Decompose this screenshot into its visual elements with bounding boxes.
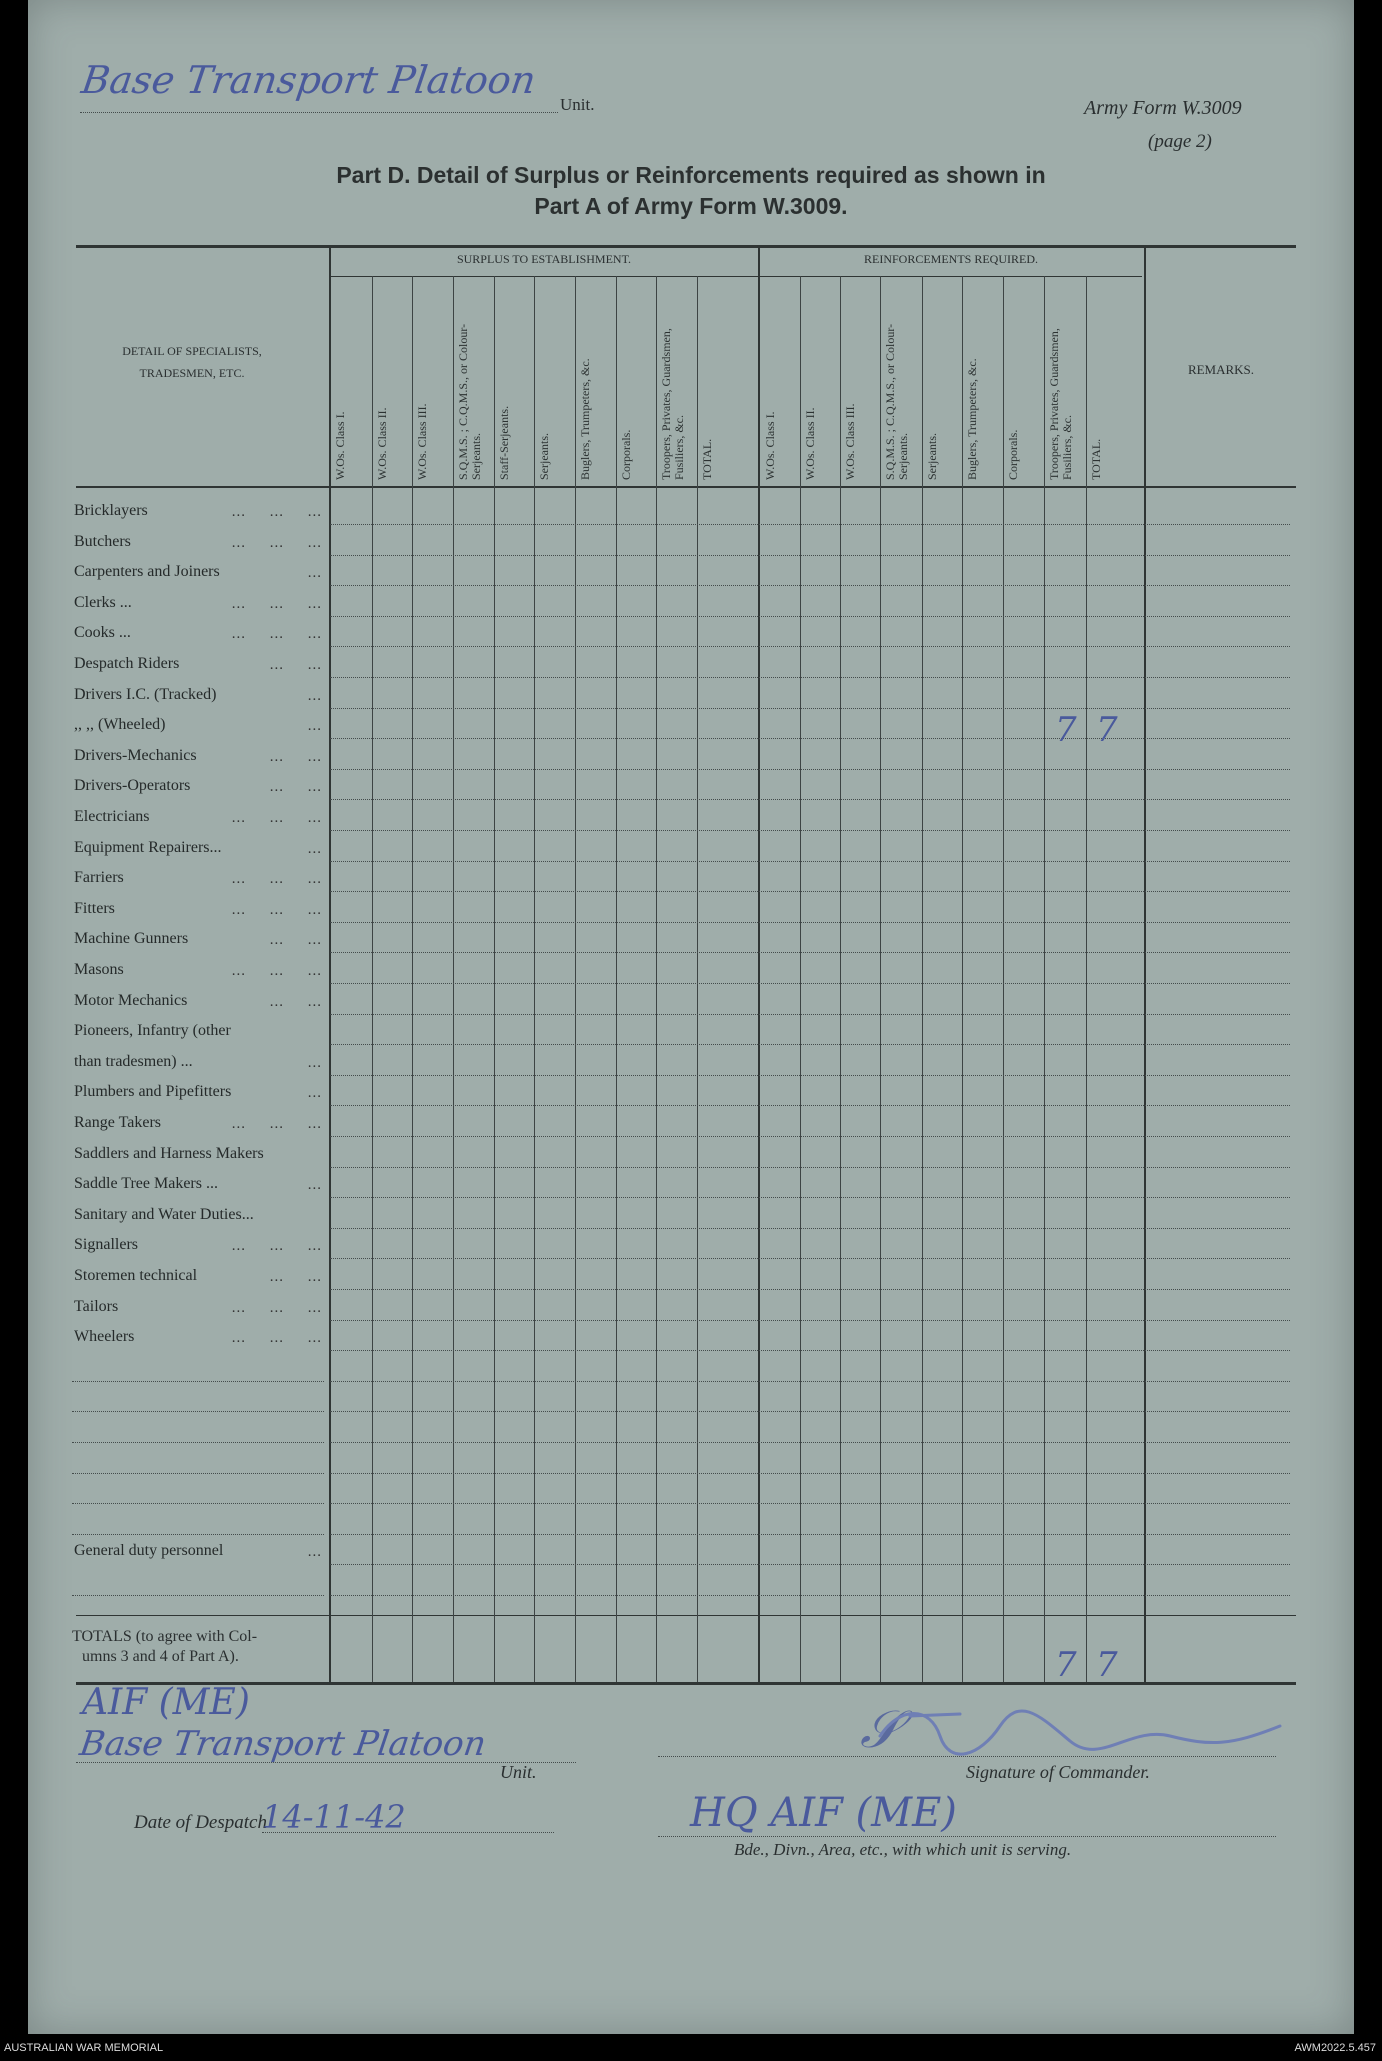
table-row [330,1503,1290,1504]
row-leader-dots: ... ... ... [231,1330,322,1347]
detail-header: DETAIL OF SPECIALISTS, TRADESMEN, ETC. [122,344,262,380]
credit-left: AUSTRALIAN WAR MEMORIAL [4,2042,164,2054]
row-leader-dots: ... ... [269,932,322,949]
formation-handwritten: HQ AIF (ME) [690,1790,957,1836]
unit-handwritten: Base Transport Platoon [78,58,539,102]
surplus-column-header: Serjeants. [537,433,551,480]
row-label: Equipment Repairers... [74,838,222,856]
surplus-column-header: TOTAL. [700,438,714,480]
remarks-header: REMARKS. [1187,362,1255,377]
row-leader-dots: ... ... ... [231,901,322,918]
footer-unit-handwritten-2: Base Transport Platoon [77,1724,489,1764]
blank-row-line [72,1534,324,1535]
table-row [330,1197,1290,1198]
table-row [330,1228,1290,1229]
row-label: Farriers [74,869,124,887]
table-row [330,1258,1290,1259]
table-row [330,1473,1290,1474]
signature-line [658,1756,1276,1757]
table-row [330,1014,1290,1015]
column-divider [1144,248,1146,1682]
row-label: Motor Mechanics [74,991,188,1009]
table-row [330,799,1290,800]
footer-unit-label: Unit. [500,1762,537,1782]
column-divider [1086,276,1087,1682]
footer-unit-handwritten-1: AIF (ME) [82,1682,250,1723]
reinforcements-column-header: TOTAL. [1089,438,1103,480]
row-leader-dots: ... [307,1085,322,1102]
row-leader-dots: ... [307,687,322,704]
reinforcements-column-header: W.Os. Class III. [843,403,857,480]
table-row [330,1595,1290,1596]
reinforcements-column-header: Serjeants. [925,433,939,480]
row-label: Butchers [74,532,131,550]
row-label: Pioneers, Infantry (other [74,1022,231,1040]
column-divider [372,276,373,1682]
table-row [330,1320,1290,1321]
surplus-column-header: W.Os. Class II. [375,407,389,480]
form-reference: Army Form W.3009 [1084,97,1242,119]
row-leader-dots: ... ... ... [231,1299,322,1316]
row-label: Despatch Riders [74,655,180,672]
table-row [330,1564,1290,1565]
row-leader-dots: ... ... [269,657,322,673]
table-top-rule [76,245,1296,248]
column-divider [800,276,801,1682]
table-row [330,708,1290,709]
row-leader-dots: ... [307,1177,322,1194]
blank-row-line [72,1595,324,1596]
reinforcements-column-header: Corporals. [1006,429,1020,480]
reinforcements-column-header: Troopers, Privates, Guardsmen, Fusiliers, &c. [1047,328,1074,480]
surplus-column-header: Buglers, Trumpeters, &c. [578,358,592,480]
date-line [262,1832,554,1833]
row-leader-dots: ... ... [269,993,322,1010]
table-row [330,677,1290,678]
table-row [330,830,1290,831]
date-value: 14-11-42 [262,1798,406,1836]
column-divider [575,276,576,1682]
row-leader-dots: ... ... ... [231,1238,322,1255]
table-row [330,922,1290,923]
commander-signature: 𝒮 [860,1700,901,1760]
column-divider [697,276,698,1682]
header-bottom-rule [76,486,1296,488]
surplus-column-header: S.Q.M.S. ; C.Q.M.S., or Colour-Serjeants. [456,323,483,480]
row-label: Plumbers and Pipefitters [74,1083,232,1101]
row-leader-dots: ... ... ... [231,534,322,551]
table-row [330,1167,1290,1168]
blank-row-line [72,1442,324,1443]
row-label: Storemen technical [74,1267,198,1284]
column-divider [922,276,923,1682]
row-leader-dots: ... ... [269,779,322,796]
table-row [330,524,1290,525]
table-row [330,1411,1290,1412]
row-label: Clerks ... [74,593,132,611]
column-divider [616,276,617,1682]
row-leader-dots: ... [307,718,322,735]
table-row [330,1534,1290,1535]
table-row [330,1105,1290,1106]
row-label: Drivers-Mechanics [74,746,197,764]
table-row [330,1136,1290,1137]
form-title-line2: Part A of Army Form W.3009. [534,193,848,219]
signature-label: Signature of Commander. [966,1762,1150,1782]
table-row [330,1381,1290,1382]
page-reference: (page 2) [1148,131,1212,152]
surplus-column-header: W.Os. Class III. [415,403,429,480]
row-label: Wheelers [74,1328,135,1346]
group-sub-rule [330,276,1142,277]
table-row [330,1044,1290,1045]
row-leader-dots: ... ... ... [231,504,322,520]
unit-label: Unit. [560,95,595,114]
unit-line [80,112,558,113]
row-leader-dots: ... [307,1544,322,1561]
column-divider [534,276,535,1682]
row-label: Machine Gunners [74,930,189,948]
form-title-line1: Part D. Detail of Surplus or Reinforcements required as shown in [336,162,1046,188]
surplus-column-header: W.Os. Class I. [333,411,347,480]
row-leader-dots: ... ... ... [231,1116,322,1132]
totals-label-2: umns 3 and 4 of Part A). [82,1648,239,1665]
blank-row-line [72,1411,324,1412]
surplus-header: SURPLUS TO ESTABLISHMENT. [456,252,632,266]
table-row [330,646,1290,647]
table-row [330,769,1290,770]
surplus-column-header: Troopers, Privates, Guardsmen, Fusiliers, &c. [659,328,686,480]
surplus-column-header: Staff-Serjeants. [497,405,511,480]
formation-label: Bde., Divn., Area, etc., with which unit is serving. [734,1840,1072,1859]
column-divider [656,276,657,1682]
blank-row-line [72,1473,324,1474]
blank-row-line [72,1503,324,1504]
row-label: Drivers-Operators [74,777,191,795]
row-label: Cooks ... [74,624,131,642]
totals-troopers-value: 7 [1055,1645,1077,1685]
row-label: Drivers I.C. (Tracked) [74,685,217,703]
credit-right: AWM2022.5.457 [1294,2042,1376,2054]
table-row [330,1442,1290,1443]
table-row [330,585,1290,586]
row-leader-dots: ... ... ... [231,626,322,643]
row-label: Fitters [74,899,115,917]
column-divider [453,276,454,1682]
table-row [330,1075,1290,1076]
row-label: Saddle Tree Makers ... [74,1175,218,1193]
wheeled-troopers-value: 7 [1055,710,1077,750]
row-leader-dots: ... ... ... [231,963,322,979]
row-leader-dots: ... [307,565,322,582]
row-label: Tailors [74,1297,119,1315]
row-leader-dots: ... ... ... [231,810,322,826]
table-row [330,861,1290,862]
row-label: Masons [74,961,124,978]
row-label: General duty personnel [74,1542,224,1560]
table-row [330,891,1290,892]
table-row [330,952,1290,953]
surplus-column-header: Corporals. [619,429,633,480]
table-row [330,1350,1290,1351]
formation-line [658,1836,1276,1837]
column-divider [962,276,963,1682]
totals-total-value: 7 [1096,1645,1118,1685]
table-row [330,555,1290,556]
column-divider [412,276,413,1682]
row-leader-dots: ... ... ... [231,871,322,888]
row-leader-dots: ... ... [269,1269,322,1285]
reinforcements-header: REINFORCEMENTS REQUIRED. [863,252,1038,266]
row-leader-dots: ... ... ... [231,595,322,612]
row-leader-dots: ... [307,1054,322,1071]
row-leader-dots: ... [307,840,322,857]
reinforcements-column-header: W.Os. Class I. [763,411,777,480]
row-label: ,, ,, (Wheeled) [74,716,166,734]
row-label: Carpenters and Joiners [74,563,220,581]
table-row [330,1289,1290,1290]
column-divider [840,276,841,1682]
column-divider [1044,276,1045,1682]
totals-top-rule [76,1615,1296,1616]
column-divider [880,276,881,1682]
column-divider [494,276,495,1682]
table-row [330,738,1290,739]
wheeled-total-value: 7 [1096,710,1118,750]
row-label: Sanitary and Water Duties... [74,1205,254,1223]
column-divider [1003,276,1004,1682]
row-label: Bricklayers [74,502,148,519]
row-label: Signallers [74,1236,138,1254]
table-row [330,983,1290,984]
row-label: Range Takers [74,1114,161,1131]
reinforcements-column-header: W.Os. Class II. [803,407,817,480]
totals-label-1: TOTALS (to agree with Col- [72,1628,258,1645]
row-label: Electricians [74,808,150,825]
column-divider [329,248,331,1682]
reinforcements-column-header: S.Q.M.S. ; C.Q.M.S., or Colour-Serjeants. [883,323,910,480]
row-label: Saddlers and Harness Makers [74,1144,264,1162]
blank-row-line [72,1381,324,1382]
row-leader-dots: ... ... [269,748,322,765]
table-row [330,616,1290,617]
row-label: than tradesmen) ... [74,1052,193,1070]
reinforcements-column-header: Buglers, Trumpeters, &c. [965,358,979,480]
date-label: Date of Despatch [134,1812,267,1833]
column-divider [758,248,760,1682]
